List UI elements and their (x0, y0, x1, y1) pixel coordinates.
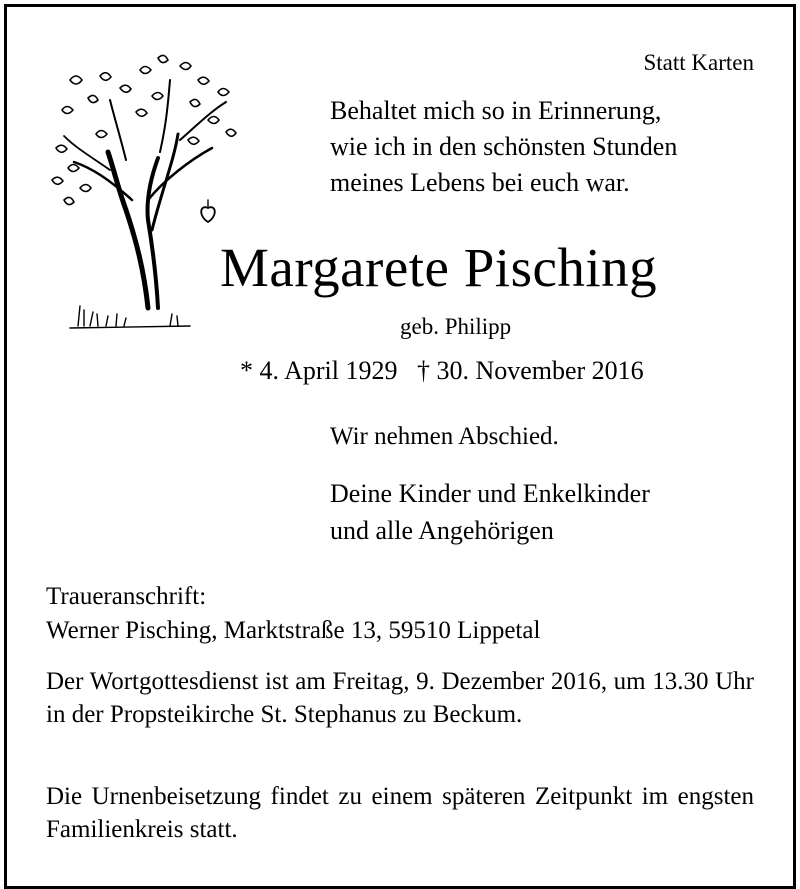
mourners-line: Deine Kinder und Enkelkinder (330, 479, 650, 508)
birth-name: geb. Philipp (400, 314, 512, 339)
quote-line: wie ich in den schönsten Stunden (330, 132, 678, 161)
urn-burial-info: Die Urnenbeisetzung findet zu einem späteren Zeitpunkt im engsten Familienkreis statt. (46, 783, 754, 843)
deceased-name: Margarete Pisching (220, 237, 658, 298)
mourners-line: und alle Angehörigen (330, 516, 554, 545)
service-info: Der Wortgottesdienst ist am Freitag, 9. Dezember 2016, um 13.30 Uhr in der Propsteikirche St. Stephanus zu Beckum. (46, 668, 754, 728)
farewell-text: Wir nehmen Abschied. (330, 423, 559, 450)
life-dates: * 4. April 1929 † 30. November 2016 (240, 356, 644, 385)
memorial-quote (330, 93, 677, 201)
mourners (330, 475, 650, 549)
mourning-address: Werner Pisching, Marktstraße 13, 59510 Lippetal (46, 617, 541, 644)
quote-line: meines Lebens bei euch war. (330, 168, 630, 197)
address-heading: Traueranschrift: (46, 583, 207, 610)
tree-icon (40, 40, 250, 340)
quote-line: Behaltet mich so in Erinnerung, (330, 96, 662, 125)
statt-karten-label: Statt Karten (643, 50, 754, 75)
